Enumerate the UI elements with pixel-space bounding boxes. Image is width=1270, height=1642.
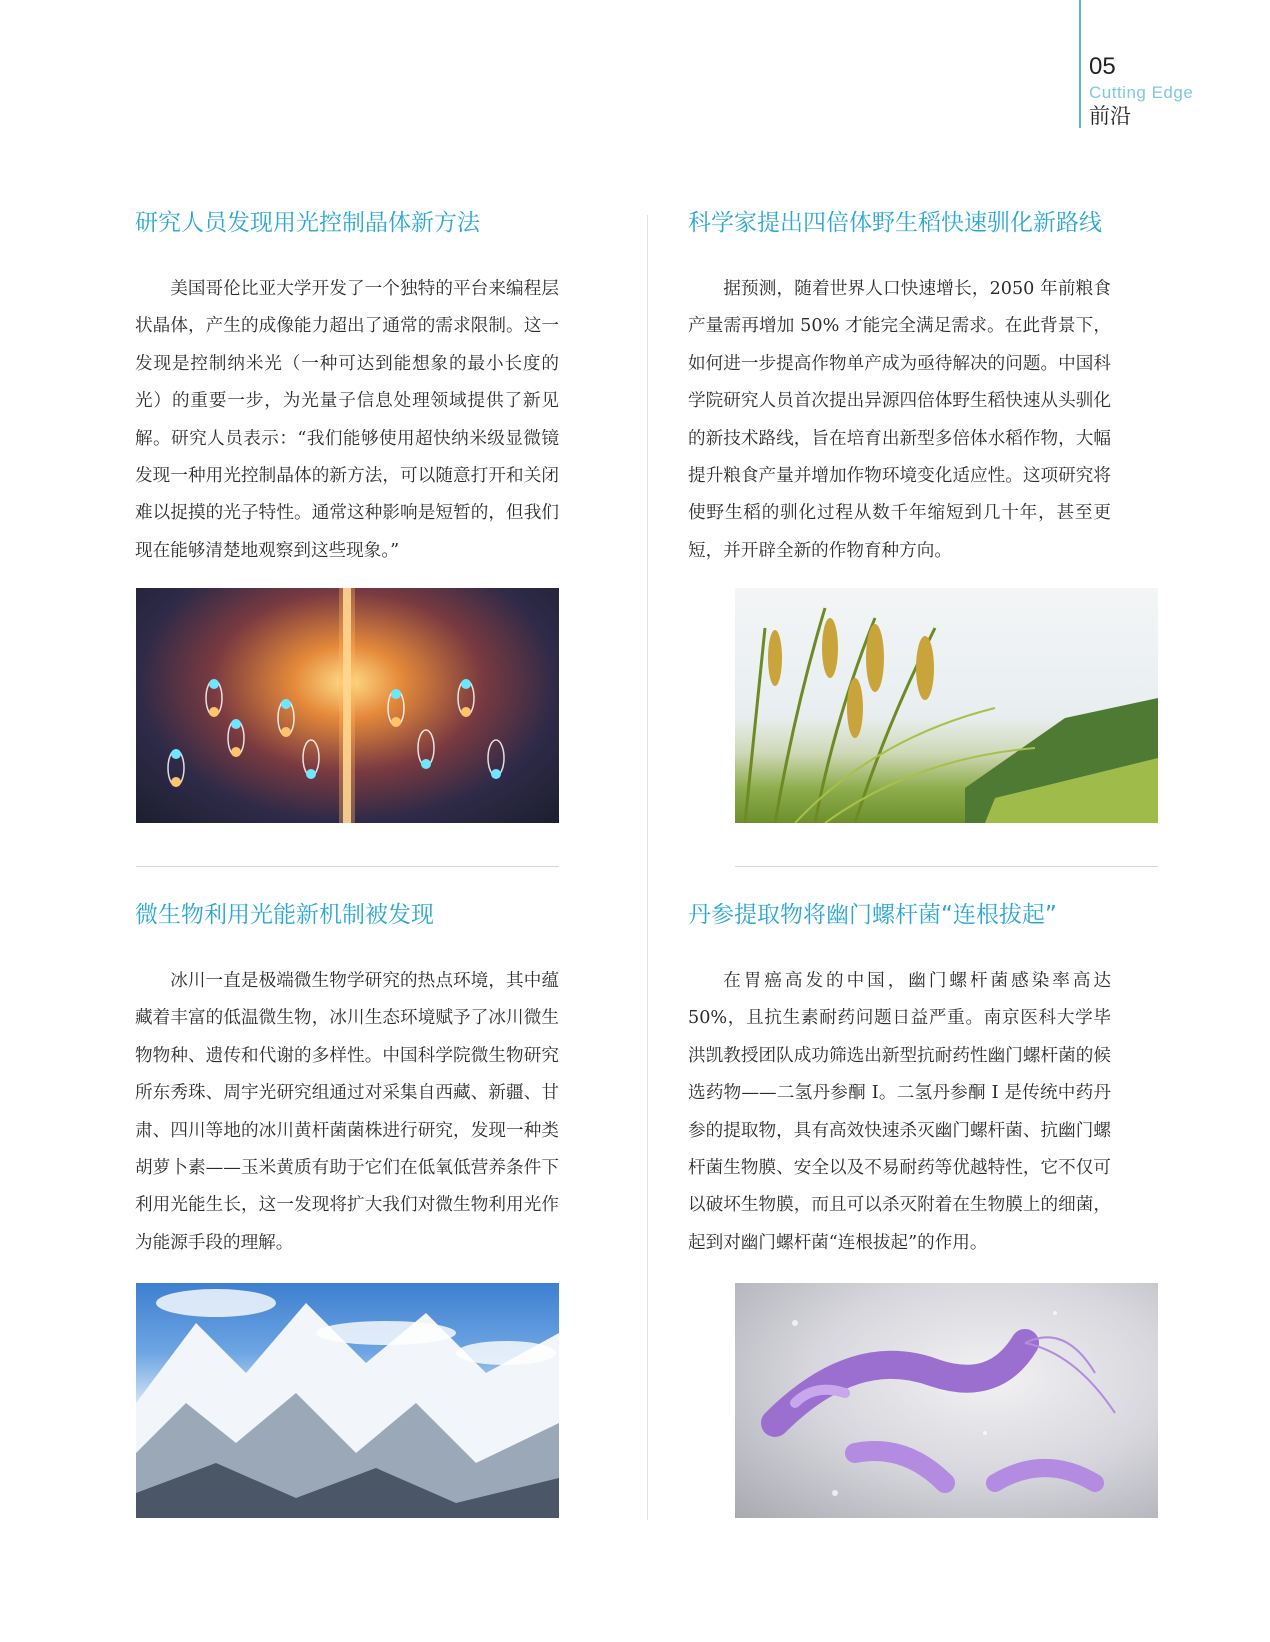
header-accent-line [1079,0,1081,128]
page-number: 05 [1089,53,1116,80]
bacteria-image [735,1283,1158,1518]
article-title: 研究人员发现用光控制晶体新方法 [135,210,480,236]
glacier-mountain-image [136,1283,559,1518]
section-title-en: Cutting Edge [1089,83,1194,102]
article-microbe-light [135,897,559,1280]
wild-rice-image [735,588,1158,823]
article-body: 据预测，随着世界人口快速增长，2050 年前粮食产量需再增加 50% 才能完全满足需求。在此背景下，如何进一步提高作物单产成为亟待解决的问题。中国科学院研究人员首次提出异源四倍体野生稻快速从头驯化的新技术路线，旨在培育出新型多倍体水稻作物，大幅提升粮食产量并增加作物环境变化适应性。这项研究将使野生稻的驯化过程从数千年缩短到几十年，甚至更短，并开辟全新的作物育种方向。 [688,279,1111,561]
section-divider [136,866,559,867]
crystal-light-image [136,588,559,823]
article-danshen-hpylori [688,897,1111,1280]
section-title-cn: 前沿 [1089,104,1131,128]
article-title: 丹参提取物将幽门螺杆菌“连根拔起” [688,902,1057,928]
column-divider [647,215,648,1520]
article-body: 冰川一直是极端微生物学研究的热点环境，其中蕴藏着丰富的低温微生物，冰川生态环境赋予了冰川微生物物种、遗传和代谢的多样性。中国科学院微生物研究所东秀珠、周宇光研究组通过对采集自西藏、新疆、甘肃、四川等地的冰川黄杆菌菌株进行研究，发现一种类胡萝卜素——玉米黄质有助于它们在低氧低营养条件下利用光能生长，这一发现将扩大我们对微生物利用光作为能源手段的理解。 [135,971,559,1253]
section-divider [735,866,1158,867]
article-title: 科学家提出四倍体野生稻快速驯化新路线 [688,210,1102,236]
article-body: 美国哥伦比亚大学开发了一个独特的平台来编程层状晶体，产生的成像能力超出了通常的需求限制。这一发现是控制纳米光（一种可达到能想象的最小长度的光）的重要一步，为光量子信息处理领域提供了新见解。研究人员表示：“我们能够使用超快纳米级显微镜发现一种用光控制晶体的新方法，可以随意打开和关闭难以捉摸的光子特性。通常这种影响是短暂的，但我们现在能够清楚地观察到这些现象。” [135,279,559,561]
article-wild-rice [688,205,1111,588]
article-crystal-light [135,205,559,588]
article-title: 微生物利用光能新机制被发现 [135,902,434,928]
article-body: 在胃癌高发的中国，幽门螺杆菌感染率高达 50%，且抗生素耐药问题日益严重。南京医科大学毕洪凯教授团队成功筛选出新型抗耐药性幽门螺杆菌的候选药物——二氢丹参酮 I。二氢丹参酮 I 是传统中药丹参的提取物，具有高效快速杀灭幽门螺杆菌、抗幽门螺杆菌生物膜、安全以及不易耐药等优越特性，它不仅可以破坏生物膜，而且可以杀灭附着在生物膜上的细菌，起到对幽门螺杆菌“连根拔起”的作用。 [688,971,1111,1253]
